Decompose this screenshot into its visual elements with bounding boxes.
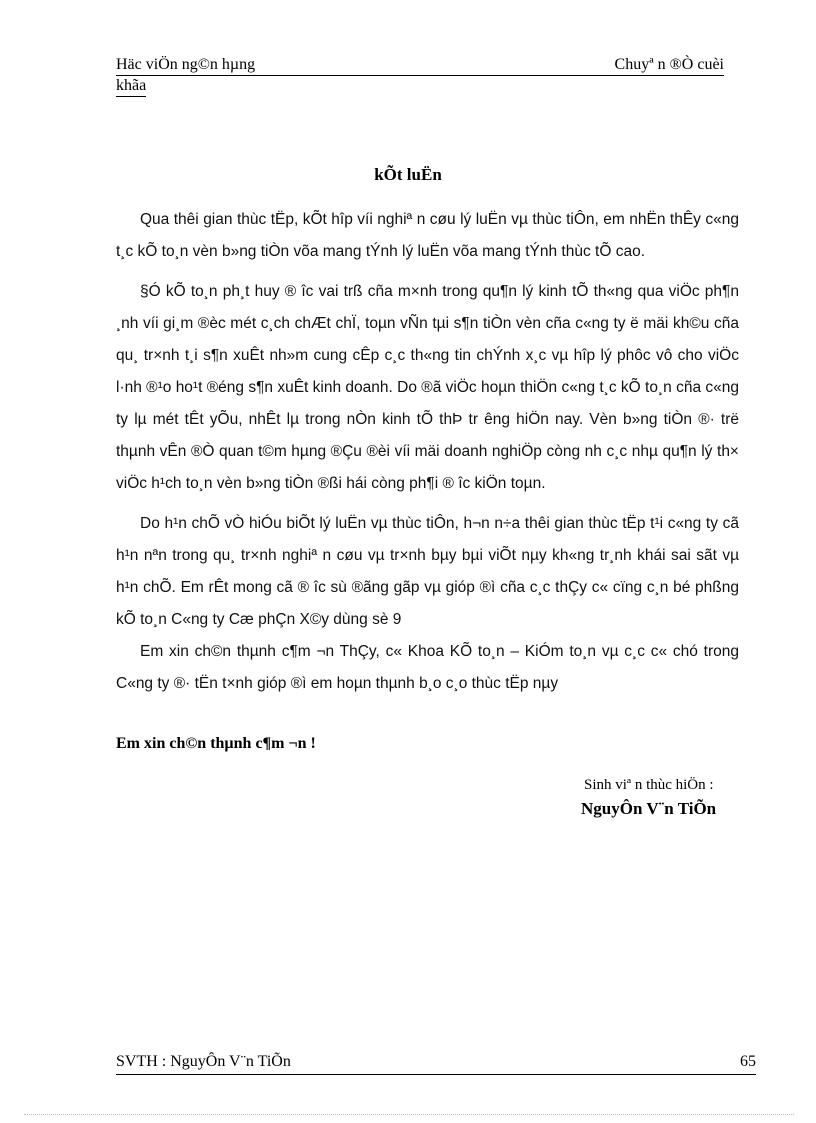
header-institution: Häc viÖn ng©n hµng: [116, 56, 256, 73]
paragraph-4: Em xin ch©n thµnh c¶m ¬n ThÇy, c« Khoa KÕ to¸n – KiÓm to¸n vµ c¸c c« chó trong C«ng ty ®· tËn t×nh gióp ®ì em hoµn thµnh b¸o c¸o thùc tËp nµy: [116, 643, 739, 692]
footer-rule: [116, 1074, 756, 1075]
page-bottom-divider: [24, 1114, 794, 1115]
header-continuation: khãa: [116, 76, 146, 97]
paragraph-1: Qua thêi gian thùc tËp, kÕt hîp víi nghiª n cøu lý luËn vµ thùc tiÔn, em nhËn thÊy c«ng t¸c kÕ to¸n vèn b»ng tiÒn võa mang tÝnh lý luËn võa mang tÝnh thùc tÕ cao.: [116, 211, 739, 260]
header-line: [116, 55, 724, 76]
body-text: [116, 204, 739, 708]
page-title: kÕt luËn: [374, 165, 442, 184]
signature-name: NguyÔn V¨n TiÕn: [581, 799, 717, 818]
page-number: 65: [740, 1053, 756, 1070]
signature-role: Sinh viª n thùc hiÖn :: [584, 777, 714, 793]
header-document-type: Chuyª n ®Ò cuèi: [614, 56, 724, 73]
closing-line: Em xin ch©n thµnh c¶m ¬n !: [116, 735, 316, 752]
paragraph-2: §Ó kÕ to¸n ph¸t huy ® îc vai trß cña m×nh trong qu¶n lý kinh tÕ th«ng qua viÖc ph¶n ¸nh víi gi¸m ®èc mét c¸ch chÆt chÏ, toµn vÑn tµi s¶n tiÒn vèn cña c«ng ty ë mäi kh©u cña qu¸ tr×nh t¸i s¶n xuÊt nh»m cung cÊp c¸c th«ng tin chÝnh x¸c vµ hîp lý phôc vô cho viÖc l·nh ®¹o ho¹t ®éng s¶n xuÊt kinh doanh. Do ®ã viÖc hoµn thiÖn c«ng t¸c kÕ to¸n cña c«ng ty lµ mét tÊt yÕu, nhÊt lµ trong nÒn kinh tÕ thÞ tr êng hiÖn nay. Vèn b»ng tiÒn ®· trë thµnh vÊn ®Ò quan t©m hµng ®Çu ®èi víi mäi doanh nghiÖp còng nh c¸c nhµ qu¶n lý th× viÖc h¹ch to¸n vèn b»ng tiÒn ®ßi hái còng ph¶i ® îc kiÖn toµn.: [116, 283, 739, 492]
paragraph-3: Do h¹n chÕ vÒ hiÓu biÕt lý luËn vµ thùc tiÔn, h¬n n÷a thêi gian thùc tËp t¹i c«ng ty cã h¹n nªn trong qu¸ tr×nh nghiª n cøu vµ tr×nh bµy bµi viÕt nµy kh«ng tr¸nh khái sai sãt vµ h¹n chÕ. Em rÊt mong cã ® îc sù ®ãng gãp vµ gióp ®ì cña c¸c thÇy c« cïng c¸n bé phßng kÕ to¸n C«ng ty Cæ phÇn X©y dùng sè 9: [116, 515, 739, 628]
footer-author: SVTH : NguyÔn V¨n TiÕn: [116, 1053, 291, 1070]
page-header: [116, 55, 724, 97]
page-footer: [116, 1052, 756, 1074]
